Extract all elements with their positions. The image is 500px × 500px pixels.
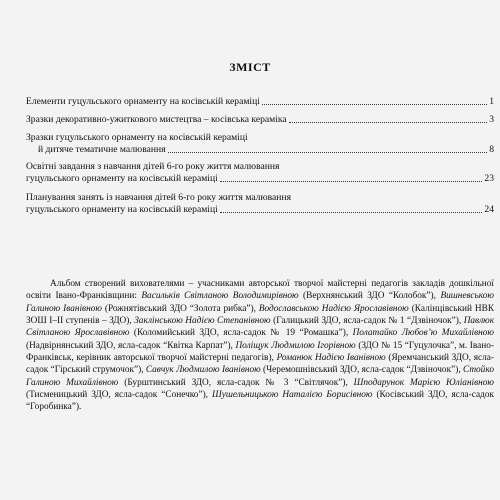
author-affiliation: (Коломийський ЗДО, ясла-садок № 19 “Ромашка”), — [133, 328, 349, 339]
author-name: Поліщук Людмилою Ігорівною — [235, 340, 356, 351]
author-affiliation: (Галицький ЗДО, ясла-садок № 1 “Дзвіночок”), — [273, 316, 462, 327]
toc-entry-title: Планування занять із навчання дітей 6-го року життя малювання — [26, 192, 291, 203]
author-name: Васильків Світланою Володимирівною — [141, 291, 299, 302]
toc-entry[interactable] — [26, 114, 494, 126]
toc-leader-dots — [168, 151, 488, 153]
author-name: Савчук Людмилою Іванівною — [145, 365, 261, 376]
toc-page-number: 23 — [484, 173, 494, 184]
author-affiliation: (Косівський ЗДО, ясла-садок “Горобинка”). — [26, 390, 495, 413]
author-name: Полатайко Любов’ю Михайлівною — [352, 328, 494, 339]
toc-line — [26, 144, 494, 156]
author-name: Водославською Надією Ярославівною — [258, 303, 409, 314]
author-affiliation: (Калінцівський НВК ЗОШ І–ІІ ступенів – ЗДО), — [26, 303, 495, 327]
toc-page-number: 3 — [489, 114, 494, 125]
author-affiliation: (ЗДО № 15 “Гуцулочка”, м. Івано-Франківськ, керівник авторської творчої майстерні педагогів), — [26, 340, 495, 364]
author-name: Павлюк Світланою Ярославівною — [26, 316, 495, 339]
page-title: ЗМІСТ — [229, 60, 271, 74]
toc-entry-title: Освітні завдання з навчання дітей 6-го року життя малювання — [26, 161, 280, 172]
author-name: Вишневською Галиною Іванівною — [26, 291, 494, 314]
author-name: Романюк Надією Іванівною — [276, 353, 386, 364]
toc-entry[interactable] — [26, 132, 494, 156]
author-name: Шушельницькою Наталією Борисівною — [212, 390, 373, 401]
toc-line — [26, 161, 494, 173]
author-name: Стойко Галиною Михайлівною — [26, 365, 494, 388]
toc-line — [26, 114, 494, 126]
author-affiliation: (Яремчанський ЗДО, ясла-садок “Гірський струмочок”), — [26, 353, 495, 376]
toc-page-number: 1 — [489, 96, 494, 107]
toc-line — [26, 173, 494, 185]
author-name: Заклінською Надією Степанівною — [134, 316, 271, 327]
toc-entry-title: Зразки гуцульського орнаменту на косівській кераміці — [26, 132, 248, 143]
toc-entry-title-continued: й дитяче тематичне малювання — [38, 144, 166, 155]
toc-leader-dots — [220, 180, 483, 182]
toc-leader-dots — [220, 211, 483, 213]
toc-line — [26, 132, 494, 144]
toc-line — [26, 192, 494, 204]
toc-leader-dots — [289, 121, 488, 123]
toc-entry[interactable] — [26, 192, 494, 216]
toc-page-number: 8 — [489, 144, 494, 155]
intro-text: Альбом створений вихователями – учасниками авторської творчої майстерні педагогів закладів дошкільної освіти Івано-Франківщини: — [26, 279, 494, 302]
toc-entry[interactable] — [26, 161, 494, 185]
author-affiliation: (Верхнянський ЗДО “Колобок”), — [303, 291, 436, 302]
toc-entry-title: Елементи гуцульського орнаменту на косівській кераміці — [26, 96, 260, 107]
author-affiliation: (Рожнятівський ЗДО “Золота рибка”), — [104, 303, 256, 314]
toc-line — [26, 96, 494, 108]
toc-entry-title-continued: гуцульського орнаменту на косівській кераміці — [26, 173, 218, 184]
author-name: Шподарунок Марією Юліанівною — [353, 377, 494, 388]
toc-line — [26, 204, 494, 216]
toc-page-number: 24 — [484, 204, 494, 215]
toc-leader-dots — [262, 103, 487, 105]
toc-entry[interactable] — [26, 96, 494, 108]
author-affiliation: (Бурштинський ЗДО, ясла-садок № 3 “Світлячок”), — [124, 377, 348, 388]
author-affiliation: (Тисменицький ЗДО, ясла-садок “Сонечко”), — [26, 390, 209, 401]
authors-paragraph — [26, 278, 494, 414]
author-affiliation: (Черемошнівський ЗДО, ясла-садок “Дзвіночок”), — [263, 365, 461, 376]
author-affiliation: (Надвірнянський ЗДО, ясла-садок “Квітка Карпат”), — [26, 340, 233, 351]
toc-entry-title: Зразки декоративно-ужиткового мистецтва – косівська кераміка — [26, 114, 287, 125]
toc-entry-title-continued: гуцульського орнаменту на косівській кераміці — [26, 204, 218, 215]
